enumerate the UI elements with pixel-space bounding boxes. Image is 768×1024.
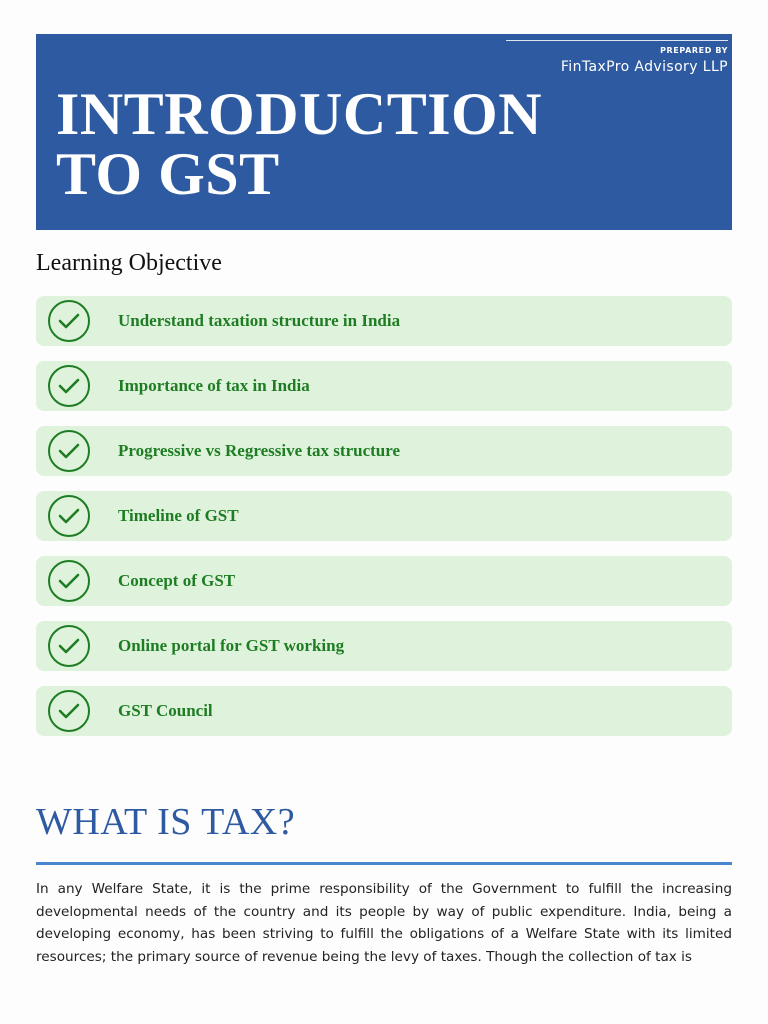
check-circle-icon xyxy=(48,495,90,537)
objective-item xyxy=(36,556,732,606)
objective-label: Importance of tax in India xyxy=(118,376,310,395)
objective-label: Online portal for GST working xyxy=(118,636,345,655)
check-circle-icon xyxy=(48,365,90,407)
section-body-text: In any Welfare State, it is the prime responsibility of the Government to fulfill the increasing developmental needs of the country and its people by way of public expenditure. India, being a developing economy, has been striving to fulfill the obligations of a Welfare State with its limited resources; the primary source of revenue being the levy of taxes. Though the collection of tax is xyxy=(36,881,732,965)
prepared-by-label: PREPARED BY xyxy=(660,46,728,55)
learning-objective-heading: Learning Objective xyxy=(36,250,222,276)
objective-item xyxy=(36,361,732,411)
objective-item xyxy=(36,491,732,541)
objective-list xyxy=(36,296,732,751)
objective-label: Understand taxation structure in India xyxy=(118,311,401,330)
objective-label: GST Council xyxy=(118,701,213,720)
page-title xyxy=(56,81,543,207)
check-circle-icon xyxy=(48,300,90,342)
objective-label: Timeline of GST xyxy=(118,506,239,525)
prepared-by-name: FinTaxPro Advisory LLP xyxy=(560,59,728,75)
objective-label: Progressive vs Regressive tax structure xyxy=(118,441,401,460)
objective-item xyxy=(36,296,732,346)
check-circle-icon xyxy=(48,430,90,472)
banner-divider xyxy=(506,40,728,41)
objective-item xyxy=(36,621,732,671)
objective-label: Concept of GST xyxy=(118,571,236,590)
title-banner xyxy=(36,34,732,230)
objective-item xyxy=(36,426,732,476)
page-title-line-2: TO GST xyxy=(56,141,280,207)
section-title: WHAT IS TAX? xyxy=(36,801,296,843)
check-circle-icon xyxy=(48,690,90,732)
objective-item xyxy=(36,686,732,736)
check-circle-icon xyxy=(48,560,90,602)
check-circle-icon xyxy=(48,625,90,667)
page-title-line-1: INTRODUCTION xyxy=(56,81,543,147)
section-divider xyxy=(36,862,732,865)
